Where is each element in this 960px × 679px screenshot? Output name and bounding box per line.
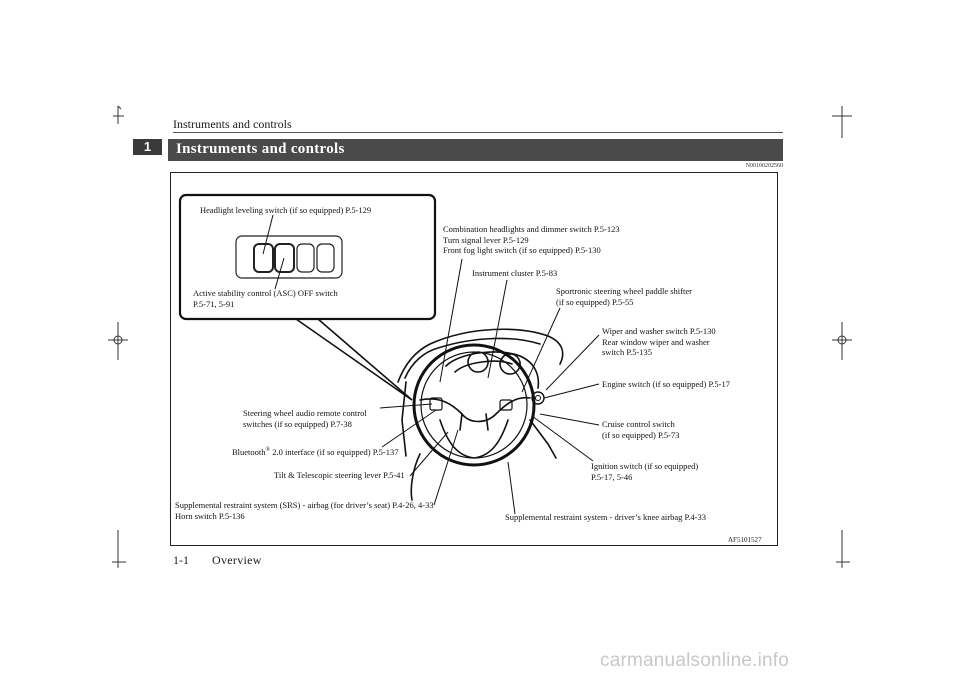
callout-cruise-control: Cruise control switch (if so equipped) P.5-73: [602, 419, 680, 440]
steering-wheel-art: [398, 329, 563, 500]
callout-bluetooth: Bluetooth® 2.0 interface (if so equipped) P.5-137: [232, 446, 399, 457]
footer-title: Overview: [212, 553, 262, 567]
callout-ignition-switch: Ignition switch (if so equipped) P.5-17, 5-46: [591, 461, 699, 482]
chapter-tab: 1: [133, 139, 162, 155]
inset-pointer: [296, 319, 412, 400]
document-code: N00100202560: [745, 163, 783, 169]
watermark: carmanualsonline.info: [600, 650, 790, 671]
callout-audio-remote: Steering wheel audio remote control switches (if so equipped) P.7-38: [243, 408, 367, 429]
callout-engine-switch: Engine switch (if so equipped) P.5-17: [602, 379, 730, 389]
figure-code: AF5101527: [728, 536, 762, 544]
section-title: Instruments and controls: [176, 141, 345, 157]
callout-knee-airbag: Supplemental restraint system - driver’s knee airbag P.4-33: [505, 512, 706, 522]
callout-combination-switch: Combination headlights and dimmer switch P.5-123 Turn signal lever P.5-129 Front fog light switch (if so equipped) P.5-130: [443, 224, 620, 255]
callout-srs-airbag: Supplemental restraint system (SRS) - airbag (for driver’s seat) P.4-26, 4-33 Horn switch P.5-136: [175, 500, 434, 521]
callout-asc-off: Active stability control (ASC) OFF switch P.5-71, 5-91: [193, 288, 338, 309]
inset-switch-panel: [236, 236, 342, 278]
callout-paddle-shifter: Sportronic steering wheel paddle shifter (if so equipped) P.5-55: [556, 286, 692, 307]
running-header: Instruments and controls: [173, 117, 292, 131]
callout-tilt-telescopic: Tilt & Telescopic steering lever P.5-41: [274, 470, 405, 480]
callout-headlight-leveling: Headlight leveling switch (if so equipped) P.5-129: [200, 205, 372, 215]
page-number: 1-1: [173, 553, 189, 567]
crop-marks: [108, 106, 852, 568]
callout-wiper-switch: Wiper and washer switch P.5-130 Rear window wiper and washer switch P.5-135: [602, 326, 716, 357]
callout-instrument-cluster: Instrument cluster P.5-83: [472, 268, 558, 278]
